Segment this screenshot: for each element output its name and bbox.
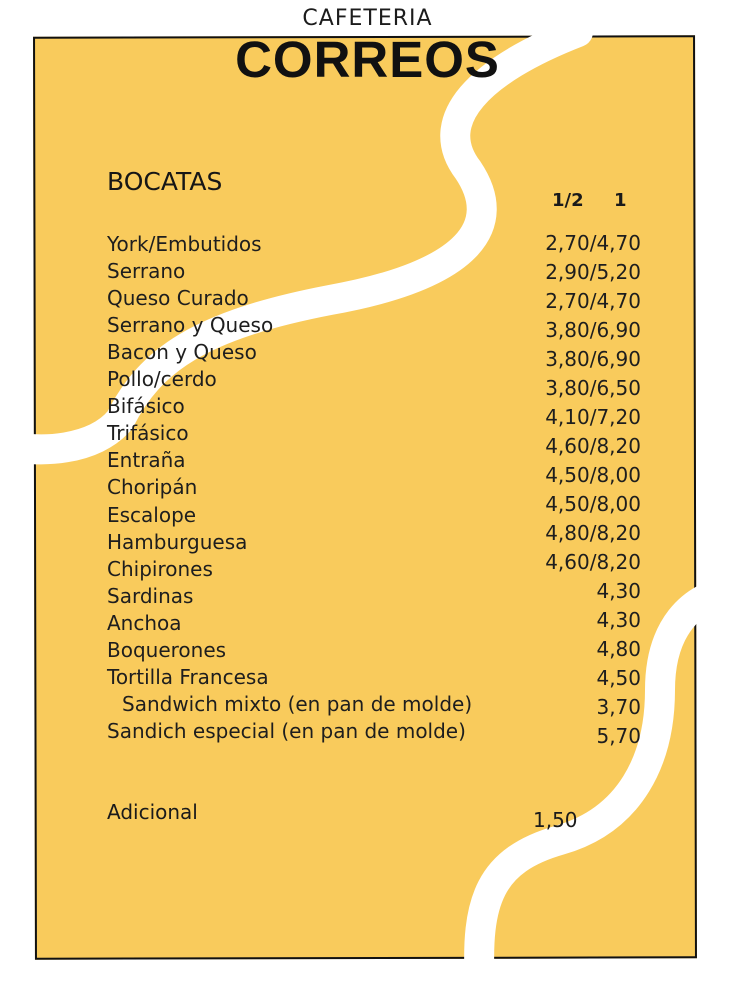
item-price: 4,50 [596,666,641,690]
item-name: Serrano y Queso [107,313,274,337]
item-price: 3,80/6,90 [545,318,641,342]
cafeteria-name: CORREOS [235,31,500,88]
item-name: Chipirones [107,557,213,581]
item-price: 4,30 [596,579,641,603]
item-price: 4,10/7,20 [545,405,641,429]
item-name: Escalope [107,503,197,527]
item-name: Serrano [107,259,186,283]
item-name: Hamburguesa [107,530,248,554]
item-name: Sardinas [107,584,194,608]
column-full-header: 1 [614,190,627,211]
item-price: 3,70 [596,695,641,719]
column-half-header: 1/2 [552,190,584,211]
item-price: 4,50/8,00 [545,492,641,516]
item-name: Bacon y Queso [107,340,257,364]
item-name: Choripán [107,475,198,499]
item-price: 2,70/4,70 [545,231,641,255]
item-name: York/Embutidos [107,232,262,256]
item-price: 4,80/8,20 [545,521,641,545]
item-name: Bifásico [107,394,185,418]
item-price: 4,60/8,20 [545,550,641,574]
item-price: 4,50/8,00 [545,463,641,487]
item-name: Entraña [107,448,186,472]
item-name: Boquerones [107,638,227,662]
item-price: 2,90/5,20 [545,260,641,284]
item-name: Queso Curado [107,286,249,310]
item-price: 2,70/4,70 [545,289,641,313]
item-price: 5,70 [596,724,641,748]
item-name: Sandwich mixto (en pan de molde) [122,692,473,716]
extra-label: Adicional [107,800,198,824]
item-name: Trifásico [107,421,189,445]
item-price: 3,80/6,50 [545,376,641,400]
item-price: 3,80/6,90 [545,347,641,371]
cafeteria-label: CAFETERIA [302,6,433,31]
item-name: Sandich especial (en pan de molde) [107,719,466,743]
item-name: Tortilla Francesa [107,665,269,689]
item-price: 4,80 [596,637,641,661]
item-name: Anchoa [107,611,182,635]
extra-price: 1,50 [533,808,578,832]
item-price: 4,60/8,20 [545,434,641,458]
item-name: Pollo/cerdo [107,367,217,391]
item-price: 4,30 [596,608,641,632]
section-title: BOCATAS [107,167,223,196]
